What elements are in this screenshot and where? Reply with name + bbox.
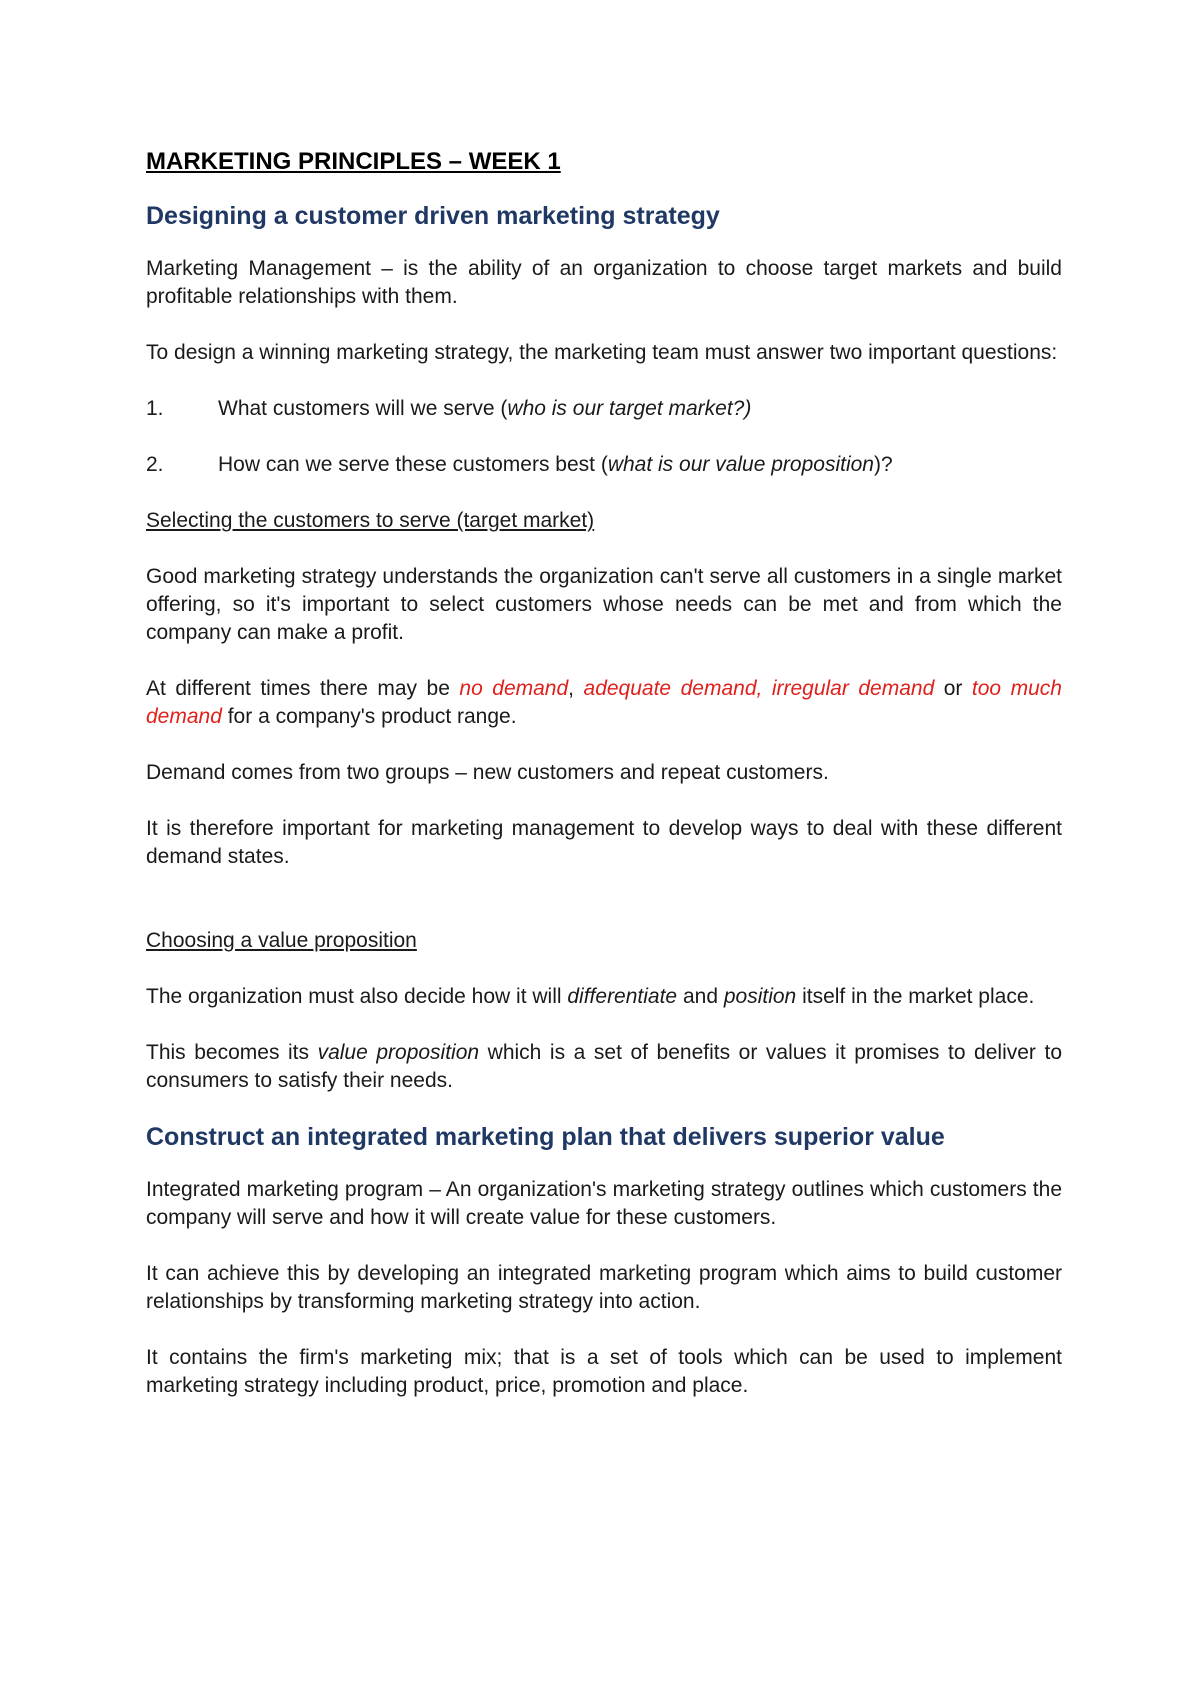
paragraph-demand-states [146,675,1062,731]
question-italic-text: what is our value proposition [607,453,874,476]
emphasis-irregular-demand: irregular demand [771,677,935,700]
question-text: What customers will we serve ( [218,397,508,420]
list-text [218,395,751,423]
paragraph-demand-management: It is therefore important for marketing management to develop ways to deal with these different demand states. [146,817,1062,868]
paragraph-customer-relationships: It can achieve this by developing an integrated marketing program which aims to build customer relationships by transforming marketing strategy into action. [146,1262,1062,1313]
text-span: itself in the market place. [796,985,1035,1008]
emphasis-adequate-demand: adequate demand, [583,677,763,700]
paragraph-marketing-management: Marketing Management – is the ability of an organization to choose target markets and build profitable relationships with them. [146,257,1062,308]
paragraph-differentiate-position [146,983,1062,1011]
question-text-end: )? [873,453,893,476]
subheading-target-market: Selecting the customers to serve (target market) [146,509,595,532]
list-number: 2. [146,453,164,476]
paragraph-demand-groups: Demand comes from two groups – new customers and repeat customers. [146,761,829,784]
list-number: 1. [146,397,164,420]
text-span: , [568,677,584,700]
text-span: which is a set of benefits or values it promises to deliver to consumers to satisfy their needs. [146,1041,1062,1092]
text-span: for a company's product range. [221,705,517,728]
document-title: MARKETING PRINCIPLES – WEEK 1 [146,148,561,175]
section-heading-strategy: Designing a customer driven marketing strategy [146,202,720,230]
list-item-question-2 [146,451,1062,479]
text-span: or [934,677,972,700]
text-span: This becomes its [146,1041,318,1064]
text-span [762,677,772,700]
paragraph-good-strategy: Good marketing strategy understands the organization can't serve all customers in a single market offering, so it's important to select customers whose needs can be met and from which the company can make a profit. [146,565,1062,644]
emphasis-too-much-demand: too much demand [146,677,1062,728]
question-text: How can we serve these customers best ( [218,453,608,476]
list-item-question-1 [146,395,1062,423]
list-text [218,451,893,479]
text-span: The organization must also decide how it will [146,985,568,1008]
document-body [146,148,1062,1428]
text-span: and [677,985,724,1008]
subheading-value-proposition: Choosing a value proposition [146,929,417,952]
italic-differentiate: differentiate [567,985,678,1008]
question-italic-text: who is our target market?) [507,397,752,420]
italic-position: position [723,985,797,1008]
paragraph-winning-strategy: To design a winning marketing strategy, the marketing team must answer two important questions: [146,341,1058,364]
paragraph-marketing-mix: It contains the firm's marketing mix; that is a set of tools which can be used to implement marketing strategy including product, price, promotion and place. [146,1346,1062,1397]
paragraph-integrated-program: Integrated marketing program – An organization's marketing strategy outlines which customers the company will serve and how it will create value for these customers. [146,1178,1062,1229]
section-heading-integrated-plan: Construct an integrated marketing plan that delivers superior value [146,1123,945,1151]
paragraph-value-proposition [146,1039,1062,1095]
emphasis-no-demand: no demand [459,677,569,700]
italic-value-proposition: value proposition [317,1041,480,1064]
text-span: At different times there may be [146,677,460,700]
